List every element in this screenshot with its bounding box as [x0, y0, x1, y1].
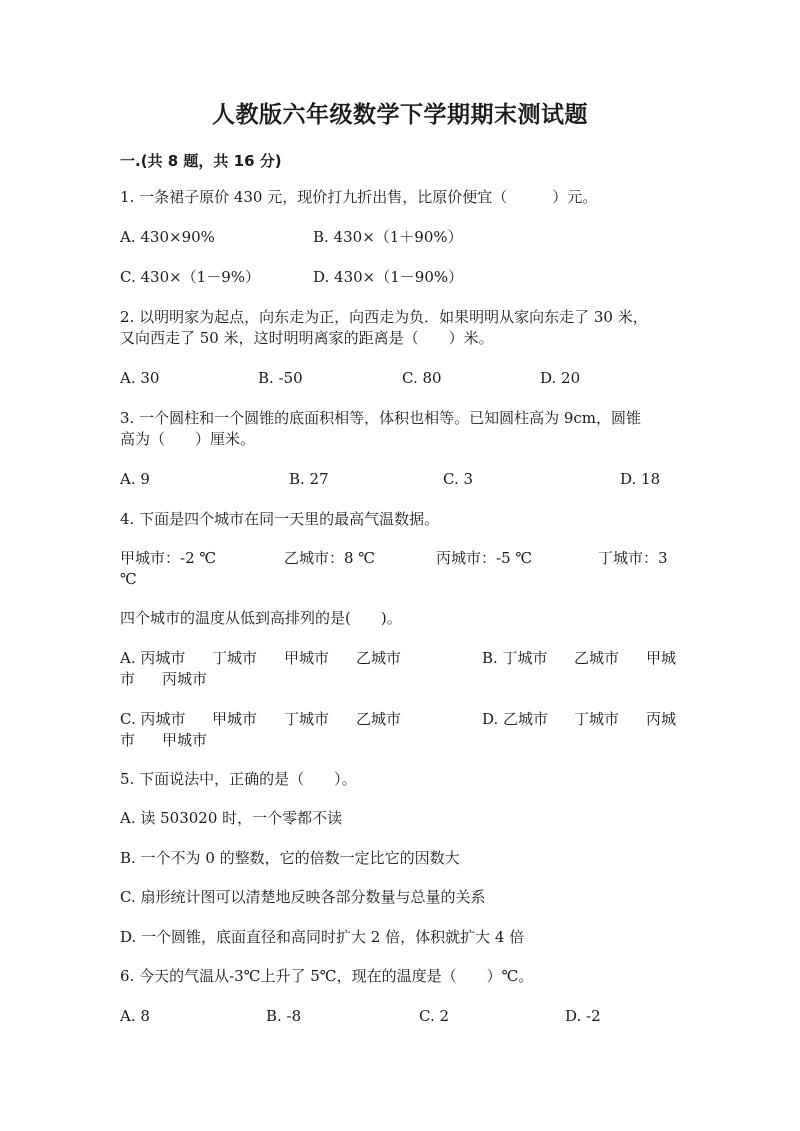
question-4-option-c-part-1: C. 丙城市 [120, 710, 186, 728]
city-jia-temp: 甲城市：-2 ℃ [120, 549, 217, 567]
question-4-option-b-part-1: B. 丁城市 [482, 649, 548, 667]
question-3-option-b: B. 27 [289, 470, 329, 488]
question-1-option-a: A. 430×90% [120, 228, 215, 246]
question-4-option-c-part-2: 甲城市 [212, 710, 258, 728]
question-3-option-c: C. 3 [443, 470, 474, 488]
question-2-option-a: A. 30 [120, 369, 160, 387]
question-6-option-a: A. 8 [120, 1007, 150, 1025]
question-6-stem: 6. 今天的气温从-3℃上升了 5℃，现在的温度是（ ）℃。 [120, 967, 534, 985]
question-4-option-d-wrap-1: 市 [120, 731, 136, 749]
question-3-stem-line-2: 高为（ ）厘米。 [120, 430, 256, 448]
question-2-option-d: D. 20 [540, 369, 581, 387]
question-5-option-c: C. 扇形统计图可以清楚地反映各部分数量与总量的关系 [120, 888, 486, 906]
page-title: 人教版六年级数学下学期期末测试题 [212, 102, 588, 128]
question-2-option-c: C. 80 [402, 369, 442, 387]
question-4-question: 四个城市的温度从低到高排列的是( )。 [120, 609, 402, 627]
question-1-option-c: C. 430×（1－9%） [120, 268, 261, 286]
section-heading: 一.(共 8 题，共 16 分) [120, 152, 282, 170]
question-4-option-d-part-3: 丙城 [646, 710, 677, 728]
question-5-stem: 5. 下面说法中，正确的是（ ）。 [120, 770, 357, 788]
question-4-option-d-part-1: D. 乙城市 [482, 710, 549, 728]
question-4-option-a-part-1: A. 丙城市 [120, 649, 186, 667]
question-4-stem: 4. 下面是四个城市在同一天里的最高气温数据。 [120, 510, 440, 528]
question-4-option-b-part-3: 甲城 [646, 649, 677, 667]
question-2-stem-line-2: 又向西走了 50 米，这时明明离家的距离是（ ）米。 [120, 329, 494, 347]
question-4-option-b-wrap-2: 丙城市 [162, 670, 208, 688]
question-3-option-d: D. 18 [620, 470, 661, 488]
question-5-option-d: D. 一个圆锥，底面直径和高同时扩大 2 倍，体积就扩大 4 倍 [120, 928, 525, 946]
question-4-option-d-part-2: 丁城市 [574, 710, 620, 728]
question-5-option-a: A. 读 503020 时，一个零都不读 [120, 809, 343, 827]
question-6-option-b: B. -8 [266, 1007, 302, 1025]
question-3-option-a: A. 9 [120, 470, 150, 488]
city-ding-temp: 丁城市：3 [598, 549, 668, 567]
question-4-option-b-wrap-1: 市 [120, 670, 136, 688]
question-4-option-a-part-4: 乙城市 [356, 649, 402, 667]
question-5-option-b: B. 一个不为 0 的整数，它的倍数一定比它的因数大 [120, 849, 460, 867]
question-4-option-b-part-2: 乙城市 [574, 649, 620, 667]
question-4-option-a-part-2: 丁城市 [212, 649, 258, 667]
question-4-option-a-part-3: 甲城市 [284, 649, 330, 667]
question-2-stem-line-1: 2. 以明明家为起点，向东走为正，向西走为负．如果明明从家向东走了 30 米， [120, 308, 648, 326]
question-4-option-c-part-3: 丁城市 [284, 710, 330, 728]
city-bing-temp: 丙城市：-5 ℃ [436, 549, 533, 567]
question-4-option-c-part-4: 乙城市 [356, 710, 402, 728]
question-3-stem-line-1: 3. 一个圆柱和一个圆锥的底面积相等，体积也相等。已知圆柱高为 9cm，圆锥 [120, 409, 642, 427]
city-ding-temp-wrap: ℃ [120, 570, 137, 588]
question-1-stem: 1. 一条裙子原价 430 元，现价打九折出售，比原价便宜（ ）元。 [120, 188, 598, 206]
question-2-option-b: B. -50 [258, 369, 303, 387]
question-1-option-d: D. 430×（1－90%） [313, 268, 464, 286]
question-6-option-c: C. 2 [419, 1007, 450, 1025]
question-1-option-b: B. 430×（1＋90%） [313, 228, 463, 246]
question-4-option-d-wrap-2: 甲城市 [162, 731, 208, 749]
city-yi-temp: 乙城市：8 ℃ [284, 549, 376, 567]
question-6-option-d: D. -2 [565, 1007, 601, 1025]
